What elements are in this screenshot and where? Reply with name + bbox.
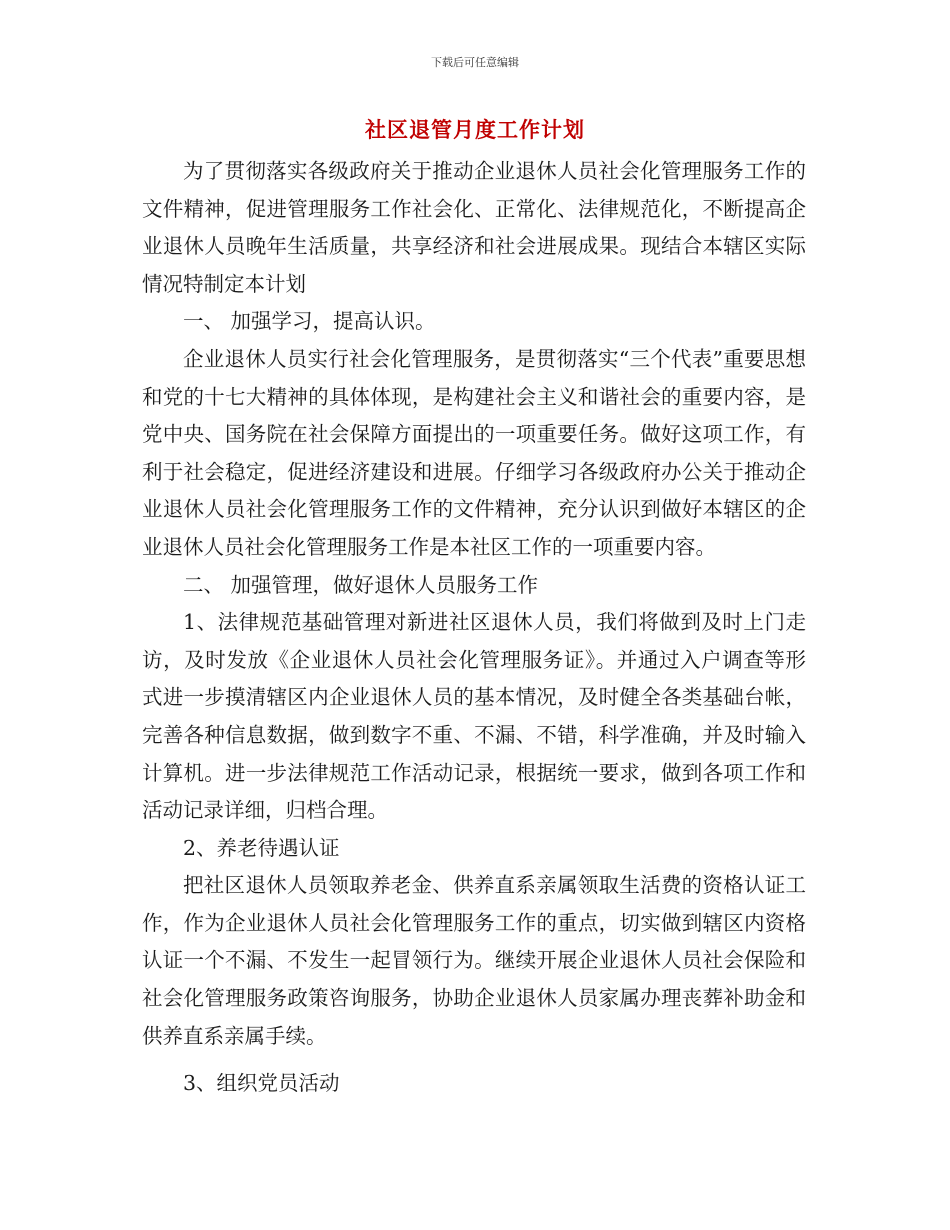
section-heading-1: 一、 加强学习，提高认识。 bbox=[183, 309, 436, 334]
section-heading-2: 二、 加强管理，做好退休人员服务工作 bbox=[183, 572, 539, 597]
intro-paragraph: 为了贯彻落实各级政府关于推动企业退休人员社会化管理服务工作的文件精神，促进管理服务工作社会化、正常化、法律规范化，不断提高企业退休人员晚年生活质量，共享经济和社会进展成果。现结合本辖区实际情况特制定本计划 bbox=[142, 159, 806, 296]
document-body bbox=[142, 153, 806, 1103]
section-1-paragraph: 企业退休人员实行社会化管理服务，是贯彻落实“三个代表”重要思想和党的十七大精神的具体体现，是构建社会主义和谐社会的重要内容，是党中央、国务院在社会保障方面提出的一项重要任务。做好这项工作，有利于社会稳定，促进经济建设和进展。仔细学习各级政府办公关于推动企业退休人员社会化管理服务工作的文件精神，充分认识到做好本辖区的企业退休人员社会化管理服务工作是本社区工作的一项重要内容。 bbox=[142, 346, 806, 559]
item-2-heading: 2、养老待遇认证 bbox=[183, 835, 340, 860]
item-1-paragraph: 1、法律规范基础管理对新进社区退休人员，我们将做到及时上门走访，及时发放《企业退休人员社会化管理服务证》。并通过入户调查等形式进一步摸清辖区内企业退休人员的基本情况，及时健全各类基础台帐，完善各种信息数据，做到数字不重、不漏、不错，科学准确，并及时输入计算机。进一步法律规范工作活动记录，根据统一要求，做到各项工作和活动记录详细，归档合理。 bbox=[142, 610, 806, 823]
page-header: 下载后可任意编辑 bbox=[431, 56, 519, 69]
document-title: 社区退管月度工作计划 bbox=[365, 118, 585, 142]
item-3-heading: 3、组织党员活动 bbox=[183, 1071, 340, 1096]
item-2-paragraph: 把社区退休人员领取养老金、供养直系亲属领取生活费的资格认证工作，作为企业退休人员社会化管理服务工作的重点，切实做到辖区内资格认证一个不漏、不发生一起冒领行为。继续开展企业退休人员社会保险和社会化管理服务政策咨询服务，协助企业退休人员家属办理丧葬补助金和供养直系亲属手续。 bbox=[142, 873, 806, 1048]
